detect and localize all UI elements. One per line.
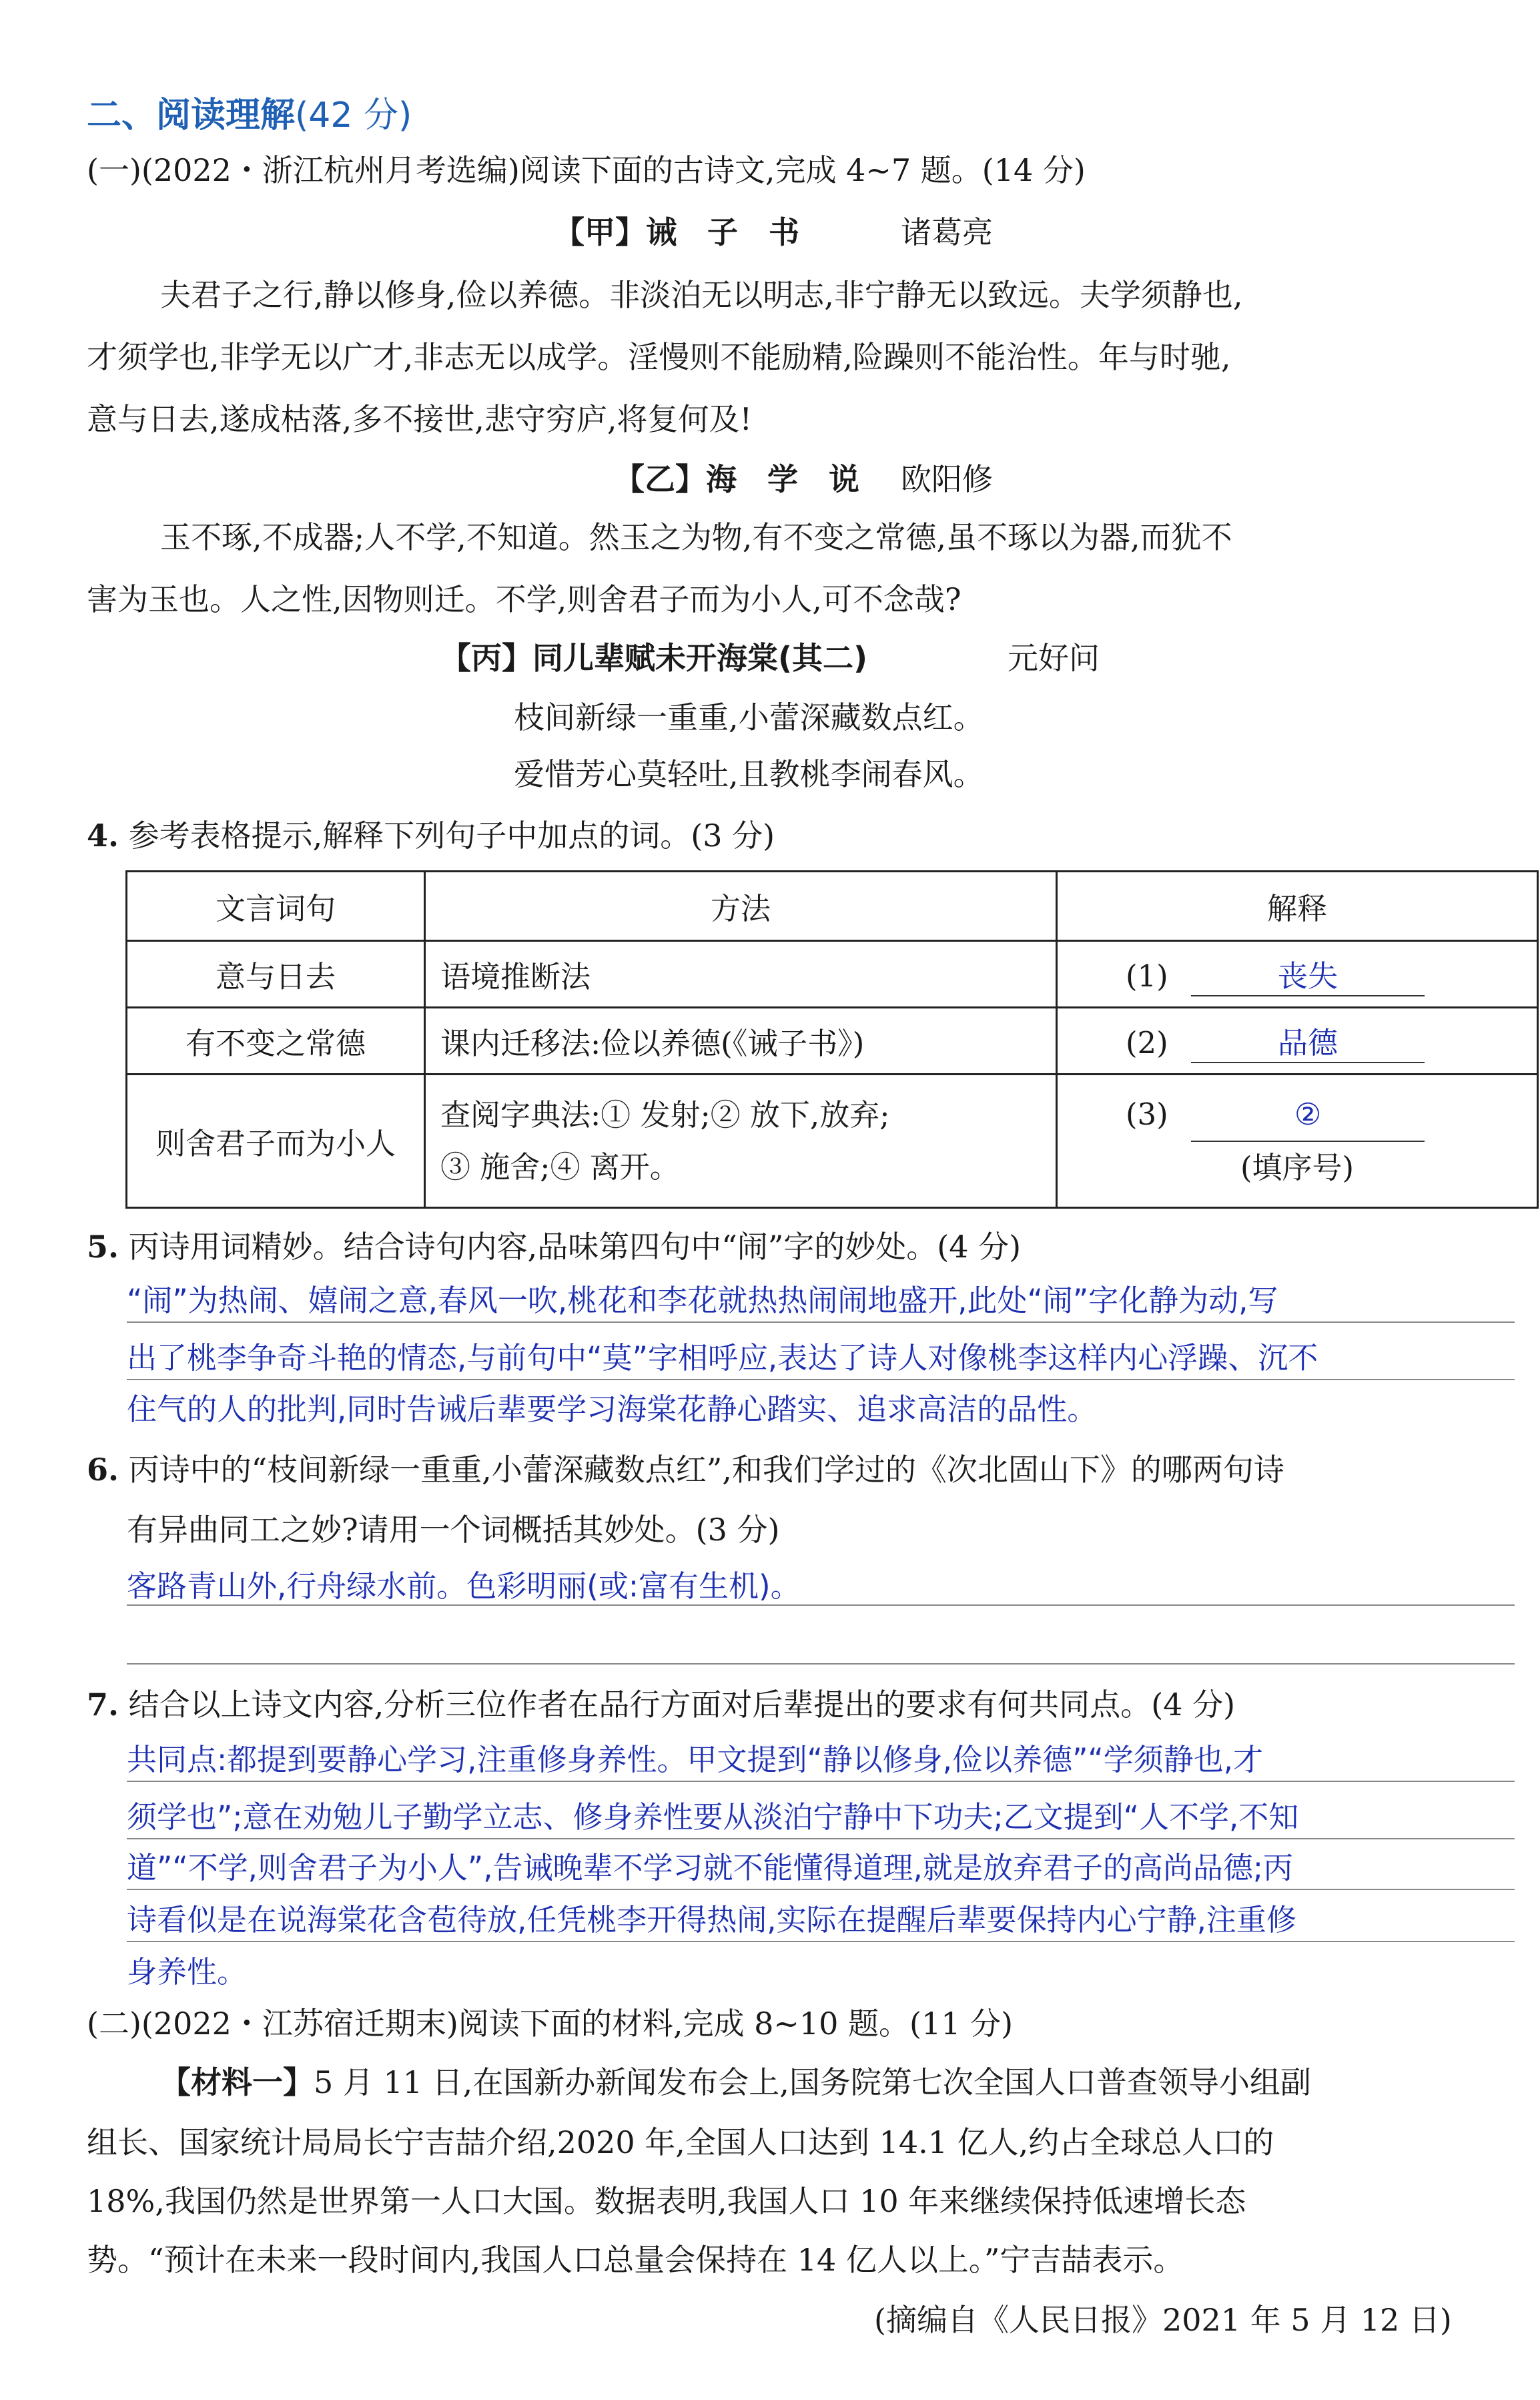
- part2-intro: (二)(2022・江苏宿迁期末)阅读下面的材料,完成 8~10 题。(11 分): [87, 2006, 1014, 2042]
- q4-stem: [87, 816, 775, 856]
- row3-answer[interactable]: ②: [1191, 1089, 1425, 1142]
- q6-answer: 客路青山外,行舟绿水前。色彩明丽(或:富有生机)。: [127, 1568, 801, 1604]
- row3-note: (填序号): [1240, 1149, 1355, 1185]
- material-1-line-1: [160, 2062, 1311, 2102]
- bing-line-1: 枝间新绿一重重,小蕾深藏数点红。: [514, 699, 984, 735]
- table-header-meaning: 解释: [1057, 872, 1538, 941]
- row1-phrase: 意与日去: [127, 941, 425, 1008]
- material-1-source: (摘编自《人民日报》2021 年 5 月 12 日): [874, 2302, 1452, 2338]
- yi-author: 欧阳修: [901, 461, 993, 497]
- q7-number: 7.: [87, 1687, 119, 1723]
- q7-answer-line-2: 须学也”;意在劝勉儿子勤学立志、修身养性要从淡泊宁静中下功夫;乙文提到“人不学,不知: [127, 1799, 1299, 1835]
- bing-title: 【丙】同儿辈赋未开海棠(其二): [440, 640, 868, 676]
- table-row: [127, 941, 1538, 1008]
- yi-line-1: 玉不琢,不成器;人不学,不知道。然玉之为物,有不变之常德,虽不琢以为器,而犹不: [160, 519, 1232, 555]
- row2-meaning: [1057, 1008, 1538, 1075]
- row1-method: 语境推断法: [425, 941, 1057, 1008]
- row3-index: (3): [1126, 1096, 1168, 1132]
- row2-method: 课内迁移法:俭以养德(《诫子书》): [425, 1008, 1057, 1075]
- row2-answer[interactable]: 品德: [1191, 1018, 1425, 1063]
- material-1-label: 【材料一】: [160, 2064, 314, 2100]
- q7-text: 结合以上诗文内容,分析三位作者在品行方面对后辈提出的要求有何共同点。(4 分): [128, 1687, 1236, 1723]
- row3-method-line2: ③ 施舍;④ 离开。: [440, 1149, 680, 1185]
- row2-index: (2): [1126, 1025, 1168, 1061]
- table-row: [127, 1075, 1538, 1208]
- q4-text: 参考表格提示,解释下列句子中加点的词。(3 分): [128, 818, 775, 854]
- material-1-line-3: 18%,我国仍然是世界第一人口大国。数据表明,我国人口 10 年来继续保持低速增长态: [87, 2183, 1246, 2219]
- q5-answer-line-2: 出了桃李争奇斗艳的情态,与前句中“莫”字相呼应,表达了诗人对像桃李这样内心浮躁、沉不: [127, 1340, 1318, 1376]
- q6-stem-1: [87, 1450, 1284, 1490]
- q4-number: 4.: [87, 818, 119, 854]
- q7-answer-line-1: 共同点:都提到要静心学习,注重修身养性。甲文提到“静以修身,俭以养德”“学须静也,才: [127, 1742, 1264, 1777]
- q5-stem: [87, 1227, 1021, 1267]
- jia-line-2: 才须学也,非学无以广才,非志无以成学。淫慢则不能励精,险躁则不能治性。年与时驰,: [87, 339, 1231, 375]
- q7-answer-line-3: 道”“不学,则舍君子为小人”,告诫晚辈不学习就不能懂得道理,就是放弃君子的高尚品德;丙: [127, 1850, 1294, 1885]
- bing-line-2: 爱惜芳心莫轻吐,且教桃李闹春风。: [514, 756, 984, 792]
- material-1-line-4: 势。“预计在未来一段时间内,我国人口总量会保持在 14 亿人以上。”宁吉喆表示。: [87, 2242, 1184, 2278]
- row1-meaning: [1057, 941, 1538, 1008]
- q5-answer-line-3: 住气的人的批判,同时告诫后辈要学习海棠花静心踏实、追求高洁的品性。: [127, 1392, 1098, 1427]
- row1-answer[interactable]: 丧失: [1191, 952, 1425, 996]
- material-1-text-1: 5 月 11 日,在国新办新闻发布会上,国务院第七次全国人口普查领导小组副: [314, 2064, 1311, 2100]
- section-title: [87, 87, 412, 137]
- row3-meaning: [1057, 1075, 1538, 1208]
- jia-line-1: 夫君子之行,静以修身,俭以养德。非淡泊无以明志,非宁静无以致远。夫学须静也,: [160, 277, 1243, 313]
- section-score: (42 分): [295, 95, 412, 135]
- row1-index: (1): [1126, 958, 1168, 994]
- jia-title: 【甲】诫 子 书: [554, 214, 799, 250]
- q6-text-1: 丙诗中的“枝间新绿一重重,小蕾深藏数点红”,和我们学过的《次北固山下》的哪两句诗: [128, 1452, 1284, 1488]
- row3-phrase: 则舍君子而为小人: [127, 1075, 425, 1208]
- section-title-text: 二、阅读理解: [87, 95, 296, 135]
- material-1-line-2: 组长、国家统计局局长宁吉喆介绍,2020 年,全国人口达到 14.1 亿人,约占全球总人口的: [87, 2124, 1274, 2160]
- row3-method-line1: 查阅字典法:① 发射;② 放下,放弃;: [440, 1097, 890, 1133]
- jia-author: 诸葛亮: [901, 214, 993, 250]
- table-header-method: 方法: [425, 872, 1057, 941]
- q7-stem: [87, 1685, 1235, 1725]
- q5-text: 丙诗用词精妙。结合诗句内容,品味第四句中“闹”字的妙处。(4 分): [128, 1229, 1022, 1265]
- yi-line-2: 害为玉也。人之性,因物则迁。不学,则舍君子而为小人,可不念哉?: [87, 581, 961, 617]
- table-header-phrase: 文言词句: [127, 872, 425, 941]
- jia-line-3: 意与日去,遂成枯落,多不接世,悲守穷庐,将复何及!: [87, 401, 752, 437]
- q6-text-2: 有异曲同工之妙?请用一个词概括其妙处。(3 分): [127, 1512, 780, 1548]
- q5-answer-line-1: “闹”为热闹、嬉闹之意,春风一吹,桃花和李花就热热闹闹地盛开,此处“闹”字化静为动,写: [127, 1283, 1278, 1318]
- q7-answer-line-5: 身养性。: [127, 1954, 248, 1990]
- yi-title: 【乙】海 学 说: [614, 461, 859, 497]
- table-row: [127, 1008, 1538, 1075]
- q7-answer-line-4: 诗看似是在说海棠花含苞待放,任凭桃李开得热闹,实际在提醒后辈要保持内心宁静,注重修: [127, 1902, 1296, 1937]
- row2-phrase: 有不变之常德: [127, 1008, 425, 1075]
- q4-table: [125, 870, 1539, 1209]
- row3-method: [425, 1075, 1057, 1208]
- part1-intro: (一)(2022・浙江杭州月考选编)阅读下面的古诗文,完成 4~7 题。(14 分): [87, 152, 1086, 188]
- q5-number: 5.: [87, 1229, 119, 1265]
- bing-author: 元好问: [1008, 640, 1100, 676]
- q6-number: 6.: [87, 1452, 119, 1488]
